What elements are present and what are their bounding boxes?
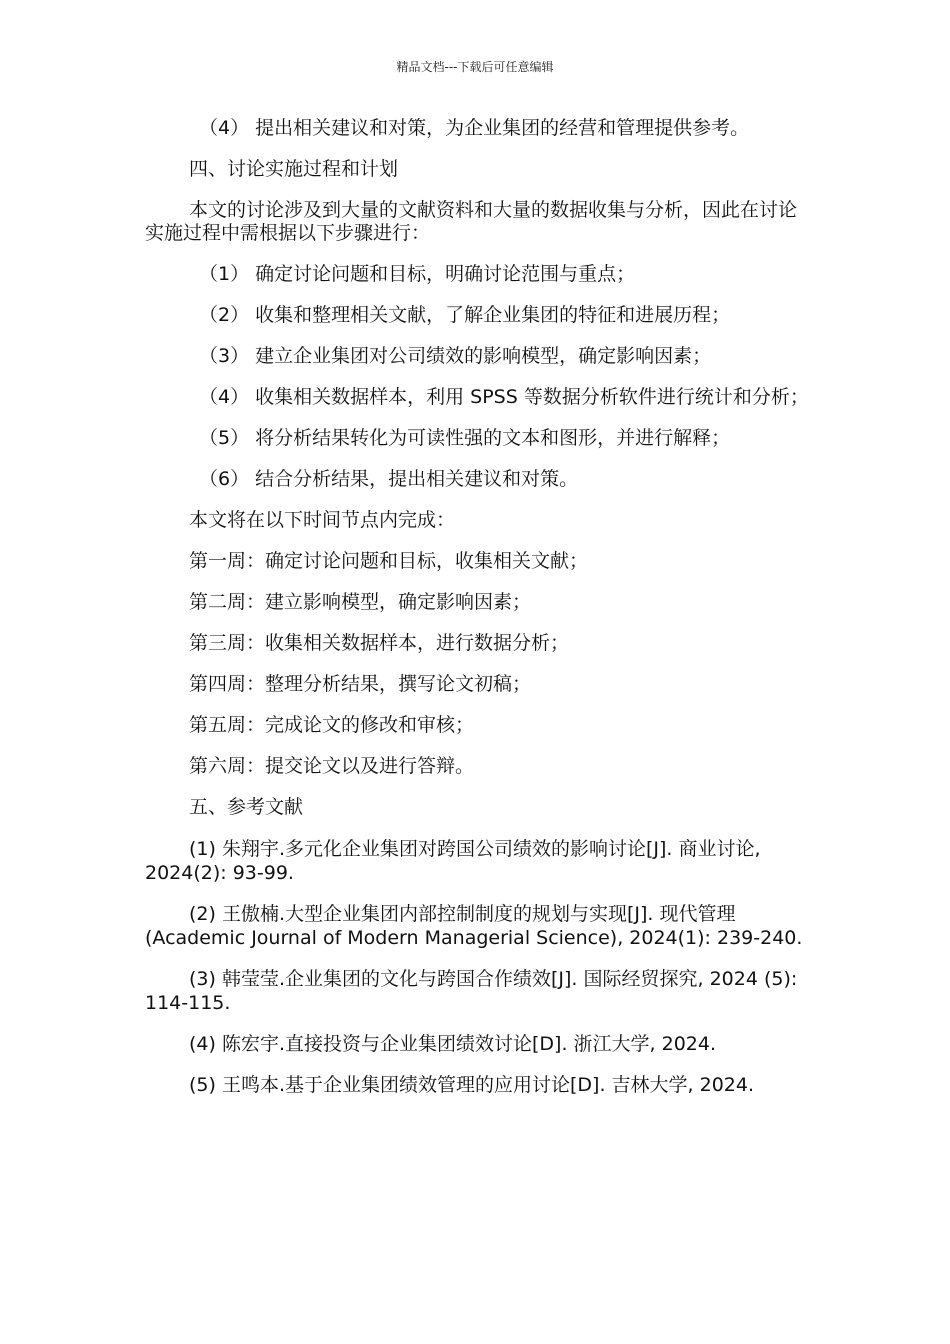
schedule-item: 第六周：提交论文以及进行答辩。 <box>189 755 475 777</box>
schedule-item: 第一周：确定讨论问题和目标，收集相关文献； <box>189 550 589 572</box>
list-item: （6） 结合分析结果，提出相关建议和对策。 <box>199 468 579 490</box>
reference-item: (4) 陈宏宇.直接投资与企业集团绩效讨论[D]. 浙江大学, 2024. <box>189 1033 717 1055</box>
schedule-item: 第五周：完成论文的修改和审核； <box>189 714 475 736</box>
list-item: （4） 提出相关建议和对策，为企业集团的经营和管理提供参考。 <box>199 117 750 139</box>
reference-item: (5) 王鸣本.基于企业集团绩效管理的应用讨论[D]. 吉林大学, 2024. <box>189 1074 755 1096</box>
schedule-item: 第四周：整理分析结果，撰写论文初稿； <box>189 673 532 695</box>
section-heading: 四、讨论实施过程和计划 <box>189 158 399 180</box>
list-item: （5） 将分析结果转化为可读性强的文本和图形，并进行解释； <box>199 427 731 449</box>
reference-item: (3) 韩莹莹.企业集团的文化与跨国合作绩效[J]. 国际经贸探究, 2024 (5): 114-115. <box>145 968 798 1014</box>
list-item: （4） 收集相关数据样本，利用 SPSS 等数据分析软件进行统计和分析； <box>199 386 809 408</box>
section-heading: 五、参考文献 <box>189 796 304 818</box>
list-item: （3） 建立企业集团对公司绩效的影响模型，确定影响因素； <box>199 345 712 367</box>
schedule-item: 第二周：建立影响模型，确定影响因素； <box>189 591 532 613</box>
paragraph: 本文将在以下时间节点内完成： <box>189 509 456 531</box>
reference-item: (2) 王傲楠.大型企业集团内部控制制度的规划与实现[J]. 现代管理 (Academic Journal of Modern Managerial Science), 2024(1): 239-240. <box>145 903 803 949</box>
schedule-item: 第三周：收集相关数据样本，进行数据分析； <box>189 632 570 654</box>
paragraph: 本文的讨论涉及到大量的文献资料和大量的数据收集与分析，因此在讨论实施过程中需根据以下步骤进行： <box>145 199 798 244</box>
reference-item: (1) 朱翔宇.多元化企业集团对跨国公司绩效的影响讨论[J]. 商业讨论, 2024(2): 93-99. <box>145 838 761 884</box>
document-body <box>145 117 815 1114</box>
page-header: 精品文档---下载后可任意编辑 <box>396 60 554 74</box>
list-item: （2） 收集和整理相关文献，了解企业集团的特征和进展历程； <box>199 304 731 326</box>
list-item: （1） 确定讨论问题和目标，明确讨论范围与重点； <box>199 263 636 285</box>
